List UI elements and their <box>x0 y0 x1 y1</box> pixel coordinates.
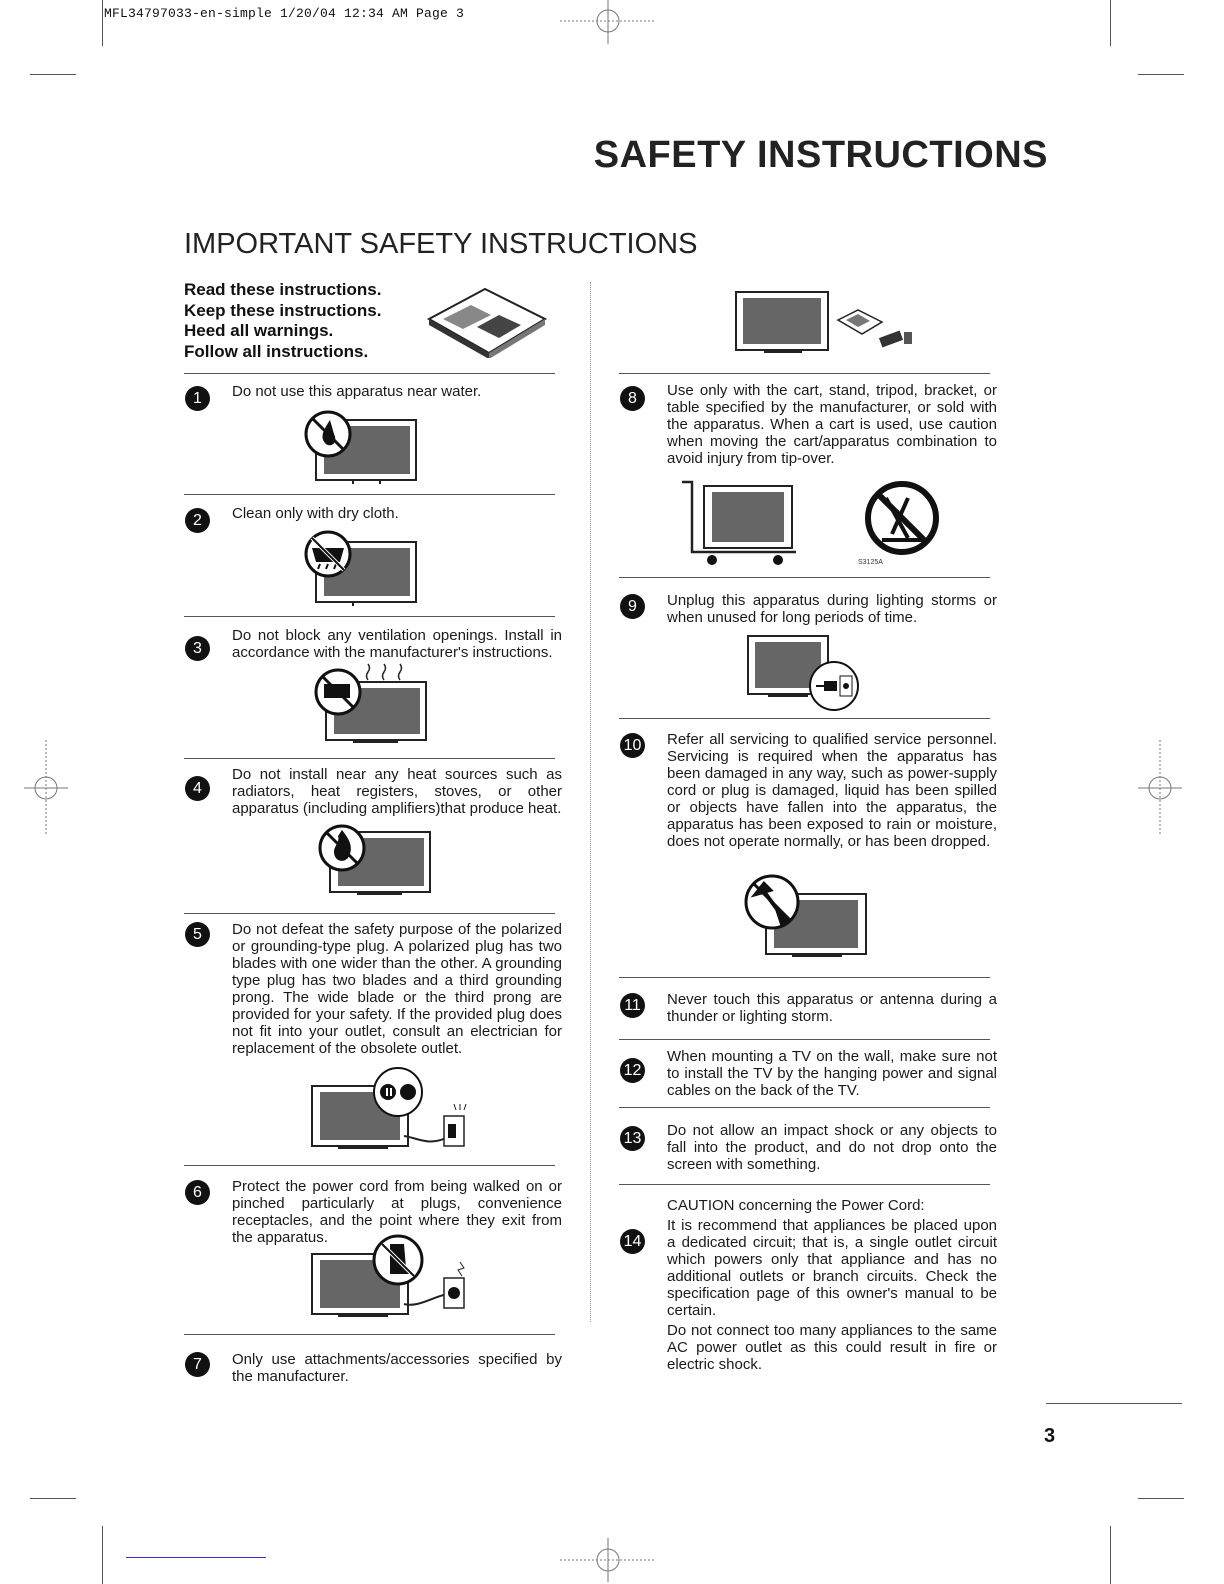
item-divider <box>184 616 555 617</box>
item-number-badge: 6 <box>185 1180 210 1205</box>
crop-mark <box>102 0 103 46</box>
cart-tip-over-warning-icon <box>682 480 952 570</box>
item-text: Only use attachments/accessories specified by the manufacturer. <box>232 1351 562 1385</box>
caution-paragraph: It is recommend that appliances be placed upon a dedicated circuit; that is, a single outlet circuit which powers only that appliance and has no additional outlets or branch circuits. Check the specification page of this owner's manual to be certain. <box>667 1217 997 1319</box>
no-blocked-vents-tv-icon <box>308 662 433 748</box>
item-divider <box>619 1107 990 1108</box>
intro-line: Read these instructions. <box>184 280 382 299</box>
item-text: When mounting a TV on the wall, make sure not to install the TV by the hanging power and signal cables on the back of the TV. <box>667 1048 997 1099</box>
item-number-badge: 8 <box>620 386 645 411</box>
item-number-badge: 4 <box>185 776 210 801</box>
item-text <box>667 1197 997 1373</box>
item-text: Do not defeat the safety purpose of the polarized or grounding-type plug. A polarized plug has two blades with one wider than the other. A grounding type plug has two blades and a third grounding prong. The wide blade or the third prong are provided for your safety. If the provided plug does not fit into your outlet, consult an electrician for replacement of the obsolete outlet. <box>232 921 562 1057</box>
section-title: SAFETY INSTRUCTIONS <box>593 134 1048 176</box>
item-text: Clean only with dry cloth. <box>232 505 399 522</box>
registration-mark-icon <box>24 740 68 836</box>
item-divider <box>184 913 555 914</box>
crop-mark <box>30 74 76 75</box>
item-divider <box>619 977 990 978</box>
protect-power-cord-tv-icon <box>308 1232 478 1324</box>
no-heat-source-tv-icon <box>312 820 437 902</box>
item-divider <box>619 1184 990 1185</box>
item-divider <box>619 1039 990 1040</box>
item-number-badge: 2 <box>185 508 210 533</box>
crop-mark <box>102 1526 103 1584</box>
item-divider <box>184 373 555 374</box>
item-number-badge: 12 <box>620 1058 645 1083</box>
item-text: Protect the power cord from being walked on or pinched particularly at plugs, convenience receptacles, and the point where they exit from the apparatus. <box>232 1178 562 1246</box>
registration-mark-icon <box>560 0 656 44</box>
page-number: 3 <box>1044 1425 1056 1447</box>
caution-paragraph: Do not connect too many appliances to the same AC power outlet as this could result in fire or electric shock. <box>667 1322 997 1373</box>
item-text: Never touch this apparatus or antenna during a thunder or lighting storm. <box>667 991 997 1025</box>
crop-mark <box>1138 74 1184 75</box>
intro-line: Follow all instructions. <box>184 341 369 361</box>
item-divider <box>184 494 555 495</box>
item-number-badge: 10 <box>620 733 645 758</box>
unplug-tv-icon <box>746 632 864 712</box>
instruction-book-icon <box>425 283 550 358</box>
print-slug: MFL34797033-en-simple 1/20/04 12:34 AM Page 3 <box>104 6 465 21</box>
crop-mark <box>1110 1526 1111 1584</box>
item-text: Refer all servicing to qualified service personnel. Servicing is required when the apparatus has been damaged in any way, such as power-supply cord or plug is damaged, liquid has been spilled or objects have fallen into the apparatus, the apparatus has been exposed to rain or moisture, does not operate normally, or has been dropped. <box>667 731 997 850</box>
registration-mark-icon <box>560 1538 656 1582</box>
item-text: Do not allow an impact shock or any objects to fall into the product, and do not drop onto the screen with something. <box>667 1122 997 1173</box>
item-divider <box>619 373 990 374</box>
footer-rule <box>1046 1403 1182 1404</box>
no-self-service-tv-icon <box>742 872 870 964</box>
item-number-badge: 5 <box>185 922 210 947</box>
item-divider <box>184 1334 555 1335</box>
item-number-badge: 7 <box>185 1352 210 1377</box>
intro-line: Keep these instructions. <box>184 300 382 320</box>
item-number-badge: 1 <box>185 386 210 411</box>
registration-mark-icon <box>1138 740 1182 836</box>
item-divider <box>619 718 990 719</box>
item-text: Do not install near any heat sources such as radiators, heat registers, stoves, or other apparatus (including amplifiers)that produce heat. <box>232 766 562 817</box>
crop-mark <box>30 1498 76 1499</box>
crop-mark <box>1138 1498 1184 1499</box>
item-number-badge: 3 <box>185 636 210 661</box>
caution-heading: CAUTION concerning the Power Cord: <box>667 1197 925 1214</box>
page-subtitle: IMPORTANT SAFETY INSTRUCTIONS <box>184 228 698 260</box>
no-wet-cloth-tv-icon <box>298 528 423 608</box>
no-water-tv-icon <box>298 408 423 486</box>
polarized-plug-tv-icon <box>308 1066 478 1158</box>
item-number-badge: 9 <box>620 594 645 619</box>
item-number-badge: 14 <box>620 1229 645 1254</box>
item-text: Do not block any ventilation openings. Install in accordance with the manufacturer's instructions. <box>232 627 562 661</box>
intro-list <box>184 280 381 362</box>
item-text: Use only with the cart, stand, tripod, bracket, or table specified by the manufacturer, or sold with the apparatus. When a cart is used, use caution when moving the cart/apparatus combination to avoid injury from tip-over. <box>667 382 997 467</box>
item-text: Unplug this apparatus during lighting storms or when unused for long periods of time. <box>667 592 997 626</box>
crop-mark <box>1110 0 1111 46</box>
item-divider <box>184 1165 555 1166</box>
item-number-badge: 13 <box>620 1126 645 1151</box>
intro-line: Heed all warnings. <box>184 321 334 340</box>
cart-label: S3125A <box>858 559 883 566</box>
item-number-badge: 11 <box>620 993 645 1018</box>
item-divider <box>184 758 555 759</box>
bottom-line <box>126 1557 266 1558</box>
column-divider <box>590 282 591 1322</box>
item-divider <box>619 577 990 578</box>
tv-with-accessories-icon <box>734 290 918 360</box>
item-text: Do not use this apparatus near water. <box>232 383 482 400</box>
